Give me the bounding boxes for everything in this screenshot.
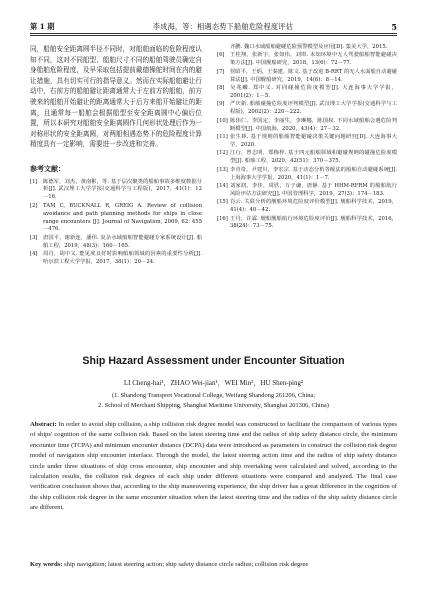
reference-text: 吴兆麟. 郑中义. 对同碰撞危险度模型[J]. 大连海事大学学报，2001(2)：1－5. xyxy=(230,85,397,99)
reference-number: [10] xyxy=(217,117,228,124)
english-title: Ship Hazard Assessment under Encounter Situation xyxy=(82,355,345,367)
reference-number: [8] xyxy=(217,85,225,92)
affiliation-2: 2. School of Merchant Shipping, Shanghai Maritime University, Shanghai 201306, China) xyxy=(98,402,329,409)
reference-number: [7] xyxy=(217,68,225,75)
reference-item xyxy=(217,183,397,199)
running-title: 李成海，等：相遇态势下船舶危险程度评估 xyxy=(152,22,294,31)
author-list: LI Cheng-hai¹，ZHAO Wei-jian¹，WEI Min²，HU Shen-ping² xyxy=(123,379,304,387)
header-divider xyxy=(30,33,397,34)
reference-number: [9] xyxy=(217,101,225,108)
reference-text: 陈伟仁，李国定，李丽生，李琳娜，陈国权. 不同水域船舶会遇危险判断模型[J]. 中国航海，2020，43(4)：27－32. xyxy=(230,117,397,132)
reference-number: [11] xyxy=(217,133,228,140)
reference-number: [16] xyxy=(217,215,228,222)
reference-number: [12] xyxy=(217,150,228,157)
reference-number xyxy=(217,44,230,52)
abstract-label: Abstract: xyxy=(30,421,57,428)
reference-text: 王桂翔，张新宇，张如伟，刘琪. 未知环境中无人驾驶船舶智能避碰决策方法[J]. 中国舰船研究，2018，13(6)：72－77. xyxy=(230,52,397,67)
affiliation-1: (1. Shandong Transport Vocational College, Weifang Shandong 261206, China; xyxy=(111,392,316,399)
references-list-left xyxy=(30,179,202,267)
reference-text: 陈德军，刘杰，黄南彬，等. 基于层次聚类的船舶事故多维度数据分析[J]. 武汉理工大学学报(交通科学与工程版)，2017，41(1)：12－16. xyxy=(43,178,202,201)
header-divider-thin xyxy=(30,35,397,36)
left-column xyxy=(30,44,202,268)
page-number: 5 xyxy=(391,22,397,32)
reference-item xyxy=(217,167,397,183)
reference-number: [14] xyxy=(217,182,228,189)
reference-text: 刘家润，李佳，周欣，万子谦，唐静. 基于 HHM-RFRM 的船舶航行风险评估方法研究[J]. 中国管理科学，2019，27(3)：174－183. xyxy=(230,182,397,197)
reference-item xyxy=(217,134,397,150)
reference-number: [13] xyxy=(217,166,228,173)
reference-text: 周丹，胡中义. 能见度良好时影响船舶领域的因素的重要性分析[J]. 哈尔滨工程大学学报，2017，38(1)：20－24. xyxy=(43,251,202,266)
reference-text: 肖云. 关联分析的舰船环境危险度评价模型[J]. 舰船科学技术，2019，41(4)：40－42. xyxy=(230,199,397,214)
reference-item xyxy=(217,101,397,117)
reference-number: [4] xyxy=(30,251,38,258)
reference-number: [15] xyxy=(217,199,228,206)
reference-text: 江行，曾志明，郑梅梓. 基于四元船舶领域和避碰规则的碰撞危险度模型[J]. 船舶工程，2020，42(51)：370－375. xyxy=(230,150,397,165)
running-header xyxy=(30,18,397,32)
reference-item xyxy=(217,44,397,52)
reference-text: TAM C, BUCKNALL R, GREIG A. Review of collision avoidance and path planning methods for ships in close range encounters [J]. Journal of Navigation, 2009, 62: 455－476. xyxy=(43,202,202,233)
body-paragraph: 同，船舶安全距离圆半径不同时，对船舶面临的危险程度认知不同，这对不同船型、船舶尺寸不同的船舶驾驶员确定自身船舶危险程度，及早采取包括提前戴德操舵时间在内的避让措施，具有切实可行的指导意义。然而在实际船舶避让行动中，右前方的船舶避让距离通常大于左前方的船舶，前方驶来的船舶开始避让的距离通常大于后方来船开始避让的距离，且通常每一船舶会根据船型至安全距离圆中心偏后位置，所以本研究对船舶安全距离圆作几何形状处理后作为一对称形状的安全距离圆，对两船相遇态势下的危险程度计算精度具有一定影响，需要进一步改进和完善。 xyxy=(30,45,202,149)
references-heading: 参考文献： xyxy=(30,164,65,173)
reference-text: 王丹，许霖. 舰船舰船航行环境危险度评价[J]. 舰船科学技术，2016，38(24)：73－75. xyxy=(230,215,397,230)
keywords-text: ship navigation; latest steering action; ship safety distance circle radius; collision risk degree xyxy=(64,561,309,568)
right-column xyxy=(217,44,397,232)
reference-item xyxy=(217,216,397,232)
reference-item xyxy=(217,85,397,101)
issue-label: 第 1 期 xyxy=(30,22,55,31)
reference-text: 唐国平，谢新连，潘伟. 复杂水域船舶智能避碰专家系统设计[J]. 船舶工程，2019，48(3)：160－165. xyxy=(43,234,202,249)
reference-item xyxy=(217,52,397,68)
references-list-right xyxy=(217,44,397,231)
reference-number: [1] xyxy=(30,178,38,185)
reference-text: 李肯奇，尹建川，李宏宗. 基于动态分析等级法的船舶自动避碰系统[J]. 上海海事大学学报，2020，41(1)：1－7. xyxy=(230,166,397,181)
reference-item xyxy=(217,69,397,85)
reference-item xyxy=(217,199,397,215)
abstract xyxy=(30,420,397,514)
reference-item xyxy=(30,179,202,203)
reference-item xyxy=(30,203,202,235)
reference-item xyxy=(30,235,202,251)
keywords-label: Key words: xyxy=(30,561,63,568)
reference-text: 严庆新. 船舶碰撞危险度评判模型[J]. 武汉理工大学学报(交通科学与工程版)，2002(2)：220－222. xyxy=(230,101,397,116)
reference-number: [2] xyxy=(30,202,38,209)
reference-number: [6] xyxy=(217,52,225,59)
keywords xyxy=(30,560,397,570)
reference-text: 齐鹏. 魏口水域船舶避碰危险预警模型及应用[D]. 集美大学，2015. xyxy=(230,44,388,50)
abstract-text: In order to avoid ship collision, a ship collision risk degree model was constructed to facilitate the comparison of various types of ships' cognition of the same collision risk. Based on the latest steering time and the radius of ship safety distance circle, the minimum encounter time (TCPA) and minimum encounter distance (DCPA) data were introduced as parameters to construct the collision risk degree model of navigation ship encounter interface. Through the model, the latest steering action time and the radius of ship safety distance circle under three situations of ship cross encounter, ship encounter and ship overtaking were calculated and solved, according to the calculation results, the collision risk degrees of each ship under different situations were compared and analyzed. The final case verification conclusion shows that, according to the ship maneuvering experience, the ship driver has a great difference in the cognition of the ship collision risk degree in the same encounter situation when the latest steering time and the radius of the ship safety distance circle are different. xyxy=(30,421,397,512)
reference-item xyxy=(30,251,202,267)
reference-text: 张生林. 基于规则的船舶智能避碰决策关键问题研究[D]. 大连海事大学，2020. xyxy=(230,133,397,148)
reference-number: [3] xyxy=(30,234,38,241)
reference-item xyxy=(217,118,397,134)
reference-text: 侯昭平，王炳，王秦建，陈文. 基于改进 B-RRT 的无人水面船自动避碰算法[J]. 中国舰船研究，2019，14(6)：8－14. xyxy=(230,68,397,83)
reference-item xyxy=(217,150,397,166)
